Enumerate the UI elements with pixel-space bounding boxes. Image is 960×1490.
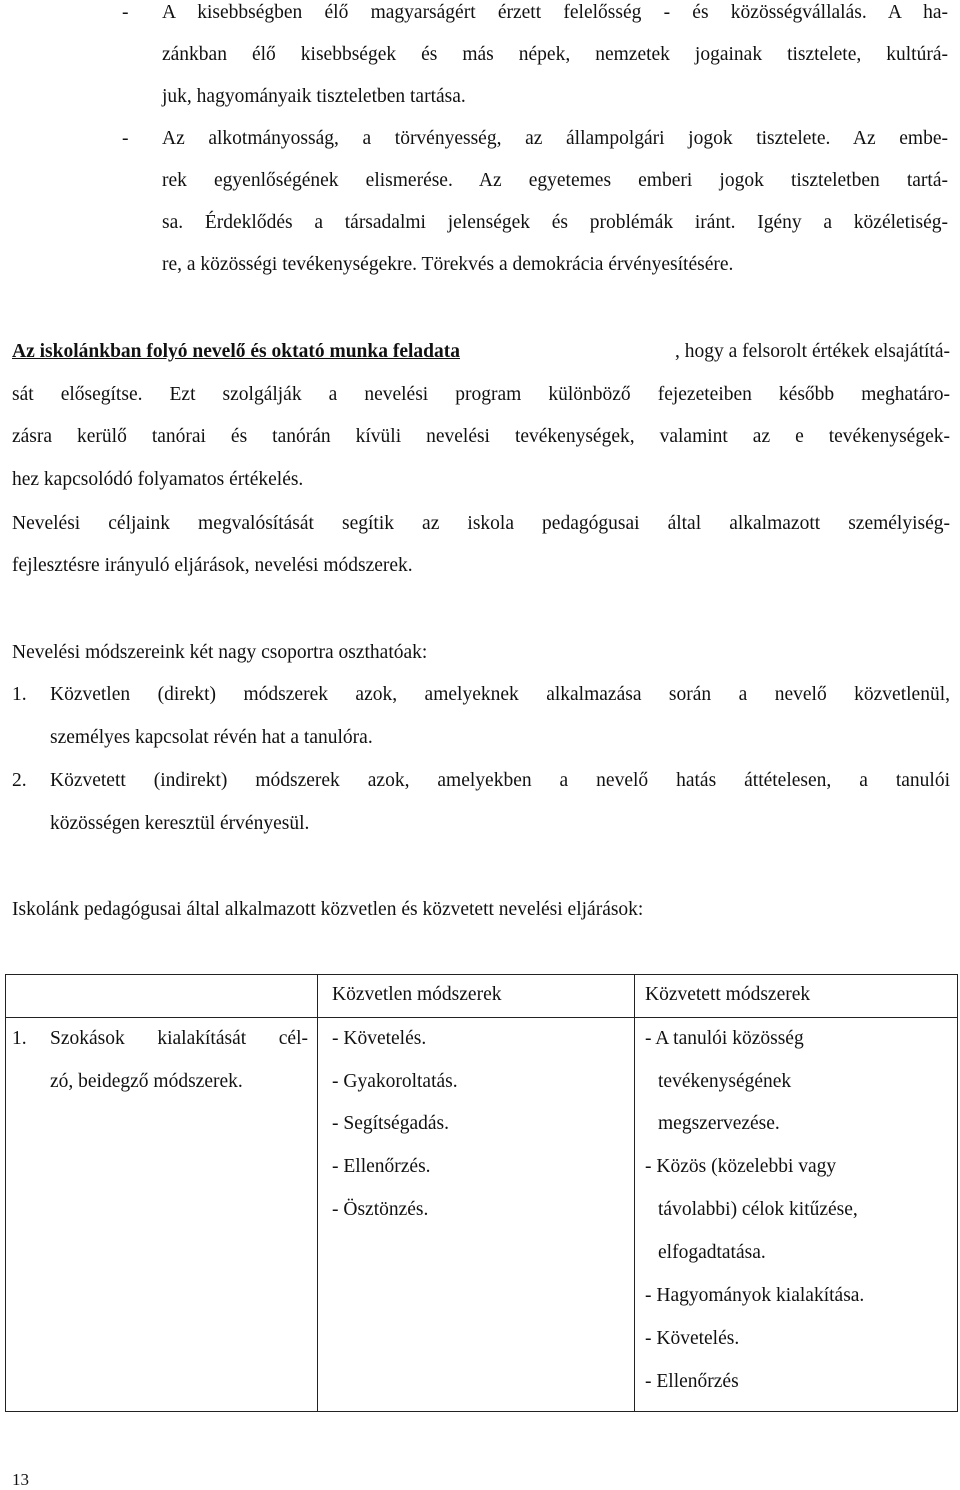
indirect-method-line: - Ellenőrzés <box>645 1371 739 1392</box>
bullet-dash: - <box>122 2 129 23</box>
paragraph-goals-line-2: fejlesztésre irányuló eljárások, nevelési módszerek. <box>12 555 413 576</box>
header-cell-indirect <box>635 975 958 1018</box>
direct-method-item: - Segítségadás. <box>332 1113 449 1134</box>
indirect-method-line: tevékenységének <box>658 1071 792 1092</box>
indirect-method-line: - Közös (közelebbi vagy <box>645 1156 837 1177</box>
indirect-method-line: megszervezése. <box>658 1113 780 1134</box>
direct-method-item: - Ösztönzés. <box>332 1199 429 1220</box>
paragraph-tasks-line-2: sát elősegítse. Ezt szolgálják a nevelési program különböző fejezeteiben később meghatáro- <box>12 384 950 405</box>
methods-table <box>5 974 958 1412</box>
paragraph-tasks-line-4: hez kapcsolódó folyamatos értékelés. <box>12 469 304 490</box>
tasks-line-1-rest: , hogy a felsorolt értékek elsajátítá- <box>674 341 950 362</box>
bullet-1-line-3: juk, hagyományaik tiszteletben tartása. <box>162 86 466 107</box>
direct-methods-cell <box>318 1018 635 1412</box>
table-intro: Iskolánk pedagógusai által alkalmazott közvetlen és közvetett nevelési eljárások: <box>12 899 644 920</box>
page-number: 13 <box>12 1470 29 1489</box>
indirect-method-line: - Követelés. <box>645 1328 740 1349</box>
group-1-line-2: személyes kapcsolat révén hat a tanulóra. <box>50 727 373 748</box>
indirect-method-line: távolabbi) célok kitűzése, <box>658 1199 858 1220</box>
bullet-2-line-3: sa. Érdeklődés a társadalmi jelenségek és problémák iránt. Igény a közéletiség- <box>162 212 948 233</box>
tasks-heading: Az iskolánkban folyó nevelő és oktató munka feladata <box>12 341 461 362</box>
direct-method-item: - Ellenőrzés. <box>332 1156 431 1177</box>
bullet-2-line-4: re, a közösségi tevékenységekre. Törekvés a demokrácia érvényesítésére. <box>162 254 734 275</box>
row-label-line-1: Szokások kialakítását cél- <box>50 1028 308 1049</box>
header-indirect-label: Közvetett módszerek <box>645 984 811 1005</box>
paragraph-goals-line-1: Nevelési céljaink megvalósítását segítik az iskola pedagógusai által alkalmazott személyiség- <box>12 513 950 534</box>
group-1-line-1: Közvetlen (direkt) módszerek azok, amelyeknek alkalmazása során a nevelő közvetlenül, <box>50 684 950 705</box>
header-cell-empty <box>6 975 318 1018</box>
indirect-method-line: - A tanulói közösség <box>645 1028 804 1049</box>
direct-method-item: - Gyakoroltatás. <box>332 1071 458 1092</box>
group-1-number: 1. <box>12 684 27 705</box>
group-2-number: 2. <box>12 770 27 791</box>
row-label-line-2: zó, beidegző módszerek. <box>50 1071 243 1092</box>
paragraph-tasks-line-1 <box>12 341 950 363</box>
direct-method-item: - Követelés. <box>332 1028 427 1049</box>
indirect-methods-cell <box>635 1018 958 1412</box>
bullet-1-line-1: A kisebbségben élő magyarságért érzett felelősség - és közösségvállalás. A ha- <box>162 2 948 23</box>
bullet-1-line-2: zánkban élő kisebbségek és más népek, nemzetek jogainak tisztelete, kultúrá- <box>162 44 948 65</box>
row-label-cell <box>6 1018 318 1412</box>
group-2-line-1: Közvetett (indirekt) módszerek azok, amelyekben a nevelő hatás áttételesen, a tanulói <box>50 770 950 791</box>
group-2-line-2: közösségen keresztül érvényesül. <box>50 813 310 834</box>
groups-intro: Nevelési módszereink két nagy csoportra oszthatóak: <box>12 642 428 663</box>
table-header-row <box>6 975 958 1018</box>
indirect-method-line: elfogadtatása. <box>658 1242 766 1263</box>
header-direct-label: Közvetlen módszerek <box>332 984 502 1005</box>
bullet-2-line-1: Az alkotmányosság, a törvényesség, az állampolgári jogok tisztelete. Az embe- <box>162 128 948 149</box>
paragraph-tasks-line-3: zásra kerülő tanórai és tanórán kívüli nevelési tevékenységek, valamint az e tevékenységek- <box>12 426 950 447</box>
row-number: 1. <box>12 1028 27 1049</box>
bullet-2-line-2: rek egyenlőségének elismerése. Az egyetemes emberi jogok tiszteletben tartá- <box>162 170 948 191</box>
table-row <box>6 1018 958 1412</box>
bullet-dash: - <box>122 128 129 149</box>
header-cell-direct <box>318 975 635 1018</box>
indirect-method-line: - Hagyományok kialakítása. <box>645 1285 865 1306</box>
